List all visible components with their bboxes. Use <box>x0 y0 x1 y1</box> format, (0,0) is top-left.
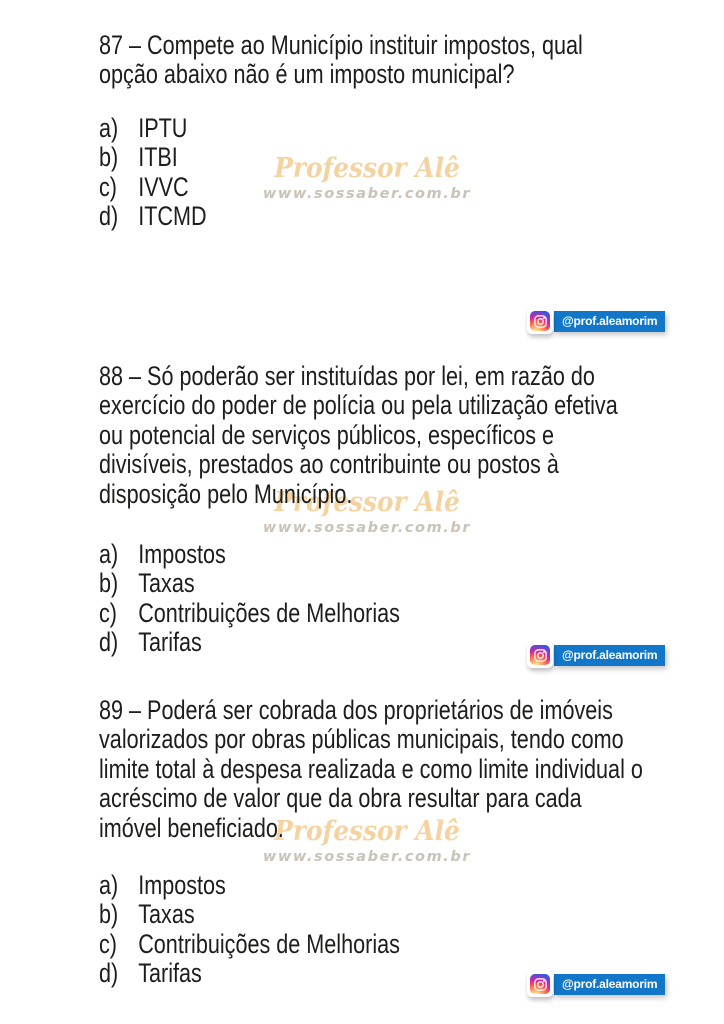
option-letter: a) <box>99 539 119 569</box>
option-label: Taxas <box>138 568 195 599</box>
watermark-brand: Professor Alê <box>274 487 460 518</box>
option-row <box>99 114 207 143</box>
question-line: exercício do poder de polícia ou pela utilização efetiva <box>99 390 618 421</box>
question-line: 87 – Compete ao Município instituir impostos, qual <box>99 30 583 60</box>
question-line: 89 – Poderá ser cobrada dos proprietários de imóveis <box>99 695 613 725</box>
question-line: opção abaixo não é um imposto municipal? <box>99 59 515 90</box>
option-label: Tarifas <box>138 958 202 989</box>
watermark-site: www.sossaber.com.br <box>262 520 472 536</box>
option-label: Impostos <box>138 870 226 900</box>
question-line: imóvel beneficiado. <box>99 812 284 843</box>
question-87-options <box>99 114 207 232</box>
question-88-text <box>99 362 618 509</box>
question-line: valorizados por obras públicas municipais, tendo como <box>99 724 624 755</box>
option-row <box>99 540 400 569</box>
question-line: disposição pelo Município. <box>99 478 353 509</box>
option-row <box>99 173 207 202</box>
option-label: IVVC <box>138 171 189 202</box>
option-row <box>99 900 400 929</box>
instagram-handle: @prof.aleamorim <box>554 645 665 666</box>
option-label: Impostos <box>138 539 226 569</box>
watermark-site: www.sossaber.com.br <box>262 849 472 865</box>
option-letter: d) <box>99 627 119 658</box>
question-line: 88 – Só poderão ser instituídas por lei, em razão do <box>99 361 595 391</box>
instagram-icon <box>527 642 553 668</box>
question-line: divisíveis, prestados ao contribuinte ou postos à <box>99 449 559 480</box>
question-87-text <box>99 31 583 90</box>
option-row <box>99 143 207 172</box>
option-letter: c) <box>99 171 117 202</box>
option-label: Contribuições de Melhorias <box>138 928 400 959</box>
option-label: ITBI <box>138 142 178 173</box>
option-label: Tarifas <box>138 627 202 658</box>
option-letter: c) <box>99 928 117 959</box>
option-letter: b) <box>99 568 119 599</box>
option-letter: b) <box>99 899 119 930</box>
instagram-icon <box>527 308 553 334</box>
option-row <box>99 569 400 598</box>
question-88-options <box>99 540 400 658</box>
option-label: IPTU <box>138 113 188 143</box>
watermark-brand: Professor Alê <box>274 816 460 847</box>
instagram-badge <box>527 971 665 997</box>
option-label: Contribuições de Melhorias <box>138 597 400 628</box>
option-row <box>99 871 400 900</box>
option-letter: a) <box>99 113 119 143</box>
option-letter: c) <box>99 597 117 628</box>
option-row <box>99 202 207 231</box>
question-line: acréscimo de valor que da obra resultar para cada <box>99 783 582 814</box>
option-letter: d) <box>99 201 119 232</box>
question-line: limite total à despesa realizada e como limite individual o <box>99 753 643 784</box>
instagram-handle: @prof.aleamorim <box>554 974 665 995</box>
instagram-icon <box>527 971 553 997</box>
watermark <box>241 155 493 202</box>
instagram-badge <box>527 642 665 668</box>
watermark-site: www.sossaber.com.br <box>262 186 472 202</box>
option-letter: b) <box>99 142 119 173</box>
instagram-badge <box>527 308 665 334</box>
question-line: ou potencial de serviços públicos, específicos e <box>99 419 555 450</box>
question-89-text <box>99 696 643 843</box>
option-letter: a) <box>99 870 119 900</box>
option-row <box>99 959 400 988</box>
watermark-brand: Professor Alê <box>274 153 460 184</box>
instagram-handle: @prof.aleamorim <box>554 311 665 332</box>
option-row <box>99 930 400 959</box>
option-row <box>99 599 400 628</box>
option-label: Taxas <box>138 899 195 930</box>
question-89-options <box>99 871 400 989</box>
option-label: ITCMD <box>138 201 207 232</box>
option-row <box>99 628 400 657</box>
option-letter: d) <box>99 958 119 989</box>
